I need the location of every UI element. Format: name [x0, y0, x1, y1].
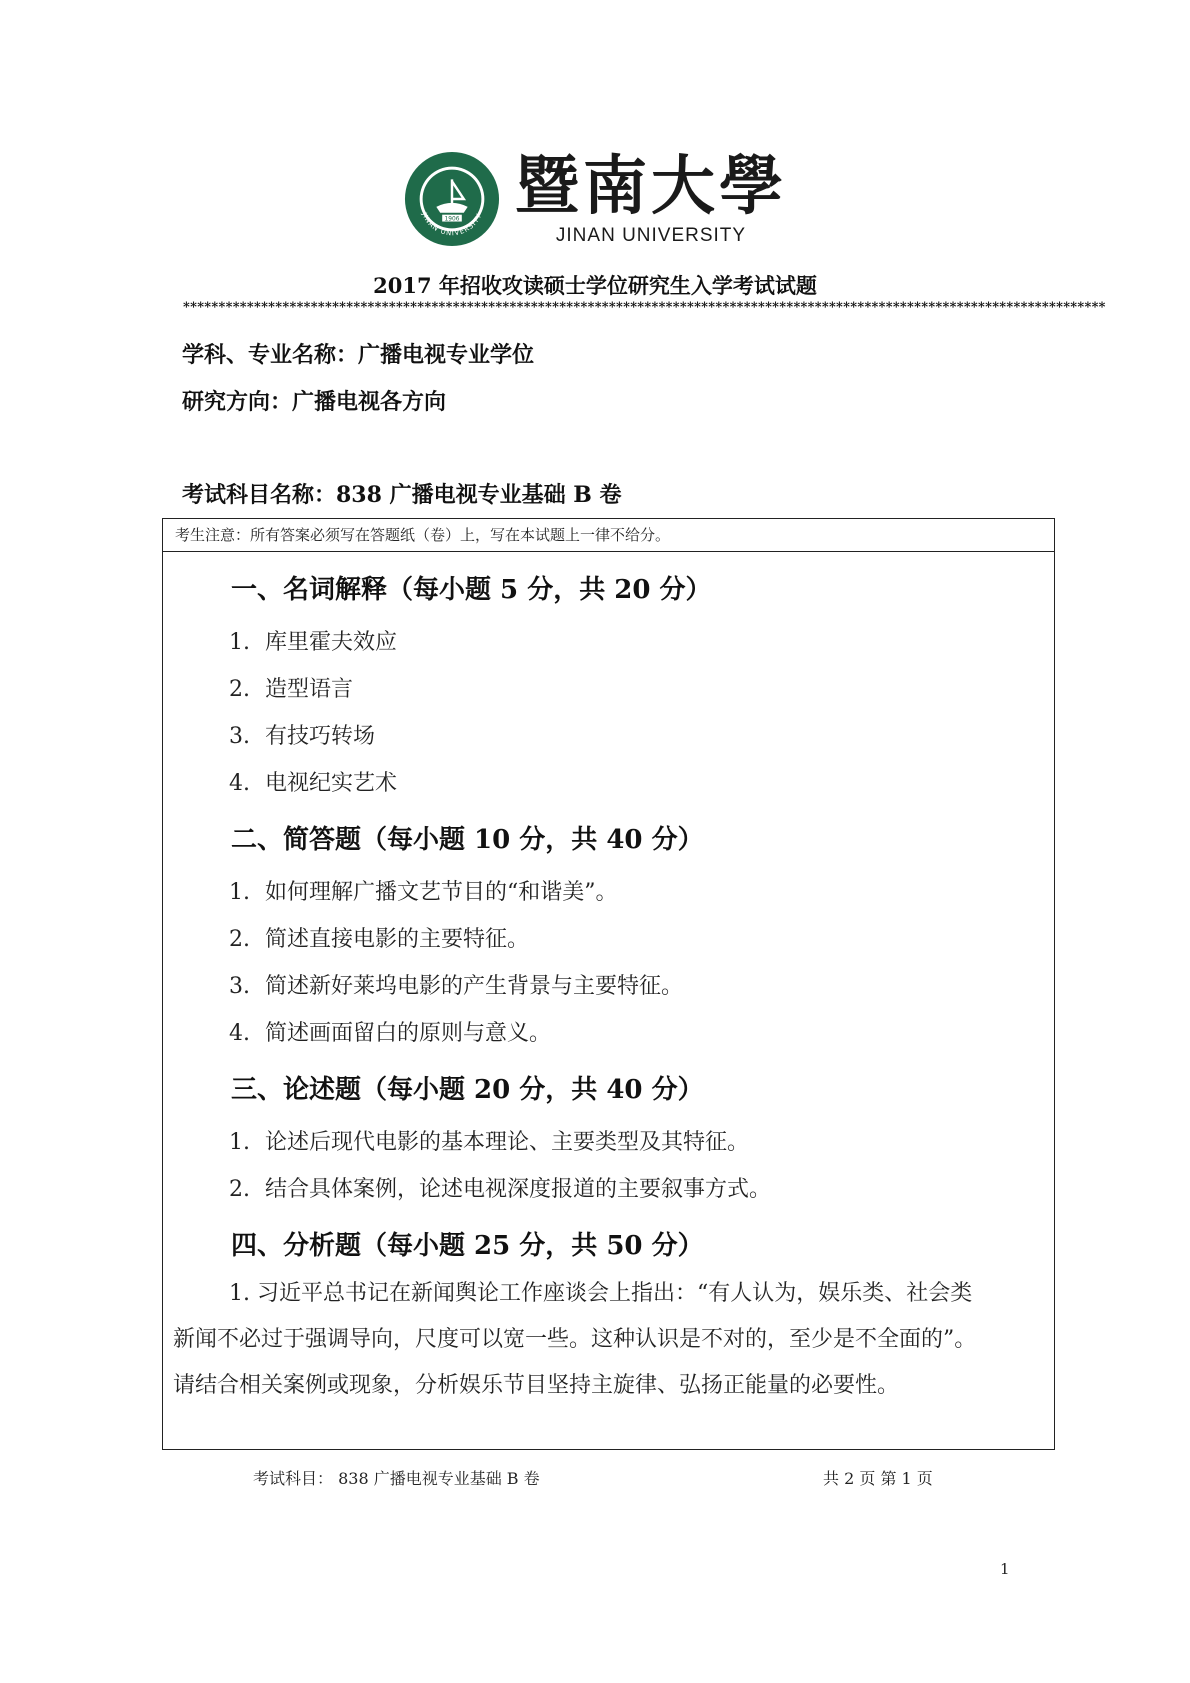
section-title: 二、简答题（每小题 10 分，共 40 分） [231, 825, 704, 855]
subject-line: 考试科目名称：838 广播电视专业基础 B 卷 [182, 482, 622, 508]
university-name-cn: 暨南大學 [515, 149, 787, 224]
separator-stars: ********************************************************************************************************************************** [183, 300, 1106, 315]
question-item: 1. 论述后现代电影的基本理论、主要类型及其特征。 [229, 1130, 750, 1155]
analysis-question: 1. 习近平总书记在新闻舆论工作座谈会上指出：“有人认为，娱乐类、社会类 新闻不必过于强调导向，尺度可以宽一些。这种认识是不对的，至少是不全面的”。 请结合相关案例或现象，分析娱乐节目坚持主旋律、弘扬正能量的必要性。 [173, 1281, 977, 1398]
candidate-notice: 考生注意：所有答案必须写在答题纸（卷）上，写在本试题上一律不给分。 [163, 519, 1054, 552]
question-item: 3. 有技巧转场 [229, 724, 376, 749]
page-number: 1 [1000, 1560, 1010, 1578]
question-item: 2. 结合具体案例，论述电视深度报道的主要叙事方式。 [229, 1177, 772, 1202]
section-title: 一、名词解释（每小题 5 分，共 20 分） [231, 575, 712, 605]
document-header [0, 150, 1190, 248]
discipline-line: 学科、专业名称：广播电视专业学位 [182, 342, 535, 368]
university-name-en: JINAN UNIVERSITY [555, 225, 747, 246]
question-box [162, 518, 1055, 1450]
question-item: 4. 电视纪实艺术 [229, 771, 398, 796]
question-item: 4. 简述画面留白的原则与意义。 [229, 1021, 552, 1046]
university-logo [0, 150, 1190, 248]
section-title: 四、分析题（每小题 25 分，共 50 分） [231, 1231, 704, 1261]
question-item: 1. 如何理解广播文艺节目的“和谐美”。 [229, 880, 618, 905]
exam-title: 2017 年招收攻读硕士学位研究生入学考试试题 [373, 273, 817, 298]
question-item: 1. 库里霍夫效应 [229, 630, 398, 655]
question-item: 3. 简述新好莱坞电影的产生背景与主要特征。 [229, 974, 684, 999]
svg-text:JINAN UNIVERSITY: JINAN UNIVERSITY [420, 211, 484, 238]
question-item: 2. 造型语言 [229, 677, 354, 702]
footer-page-info: 共 2 页 第 1 页 [823, 1469, 933, 1488]
university-seal-icon [403, 150, 501, 248]
svg-text:1906: 1906 [444, 216, 460, 223]
section-title: 三、论述题（每小题 20 分，共 40 分） [231, 1075, 704, 1105]
footer-subject: 考试科目： 838 广播电视专业基础 B 卷 [253, 1469, 540, 1488]
direction-line: 研究方向：广播电视各方向 [182, 389, 447, 415]
question-item: 2. 简述直接电影的主要特征。 [229, 927, 530, 952]
